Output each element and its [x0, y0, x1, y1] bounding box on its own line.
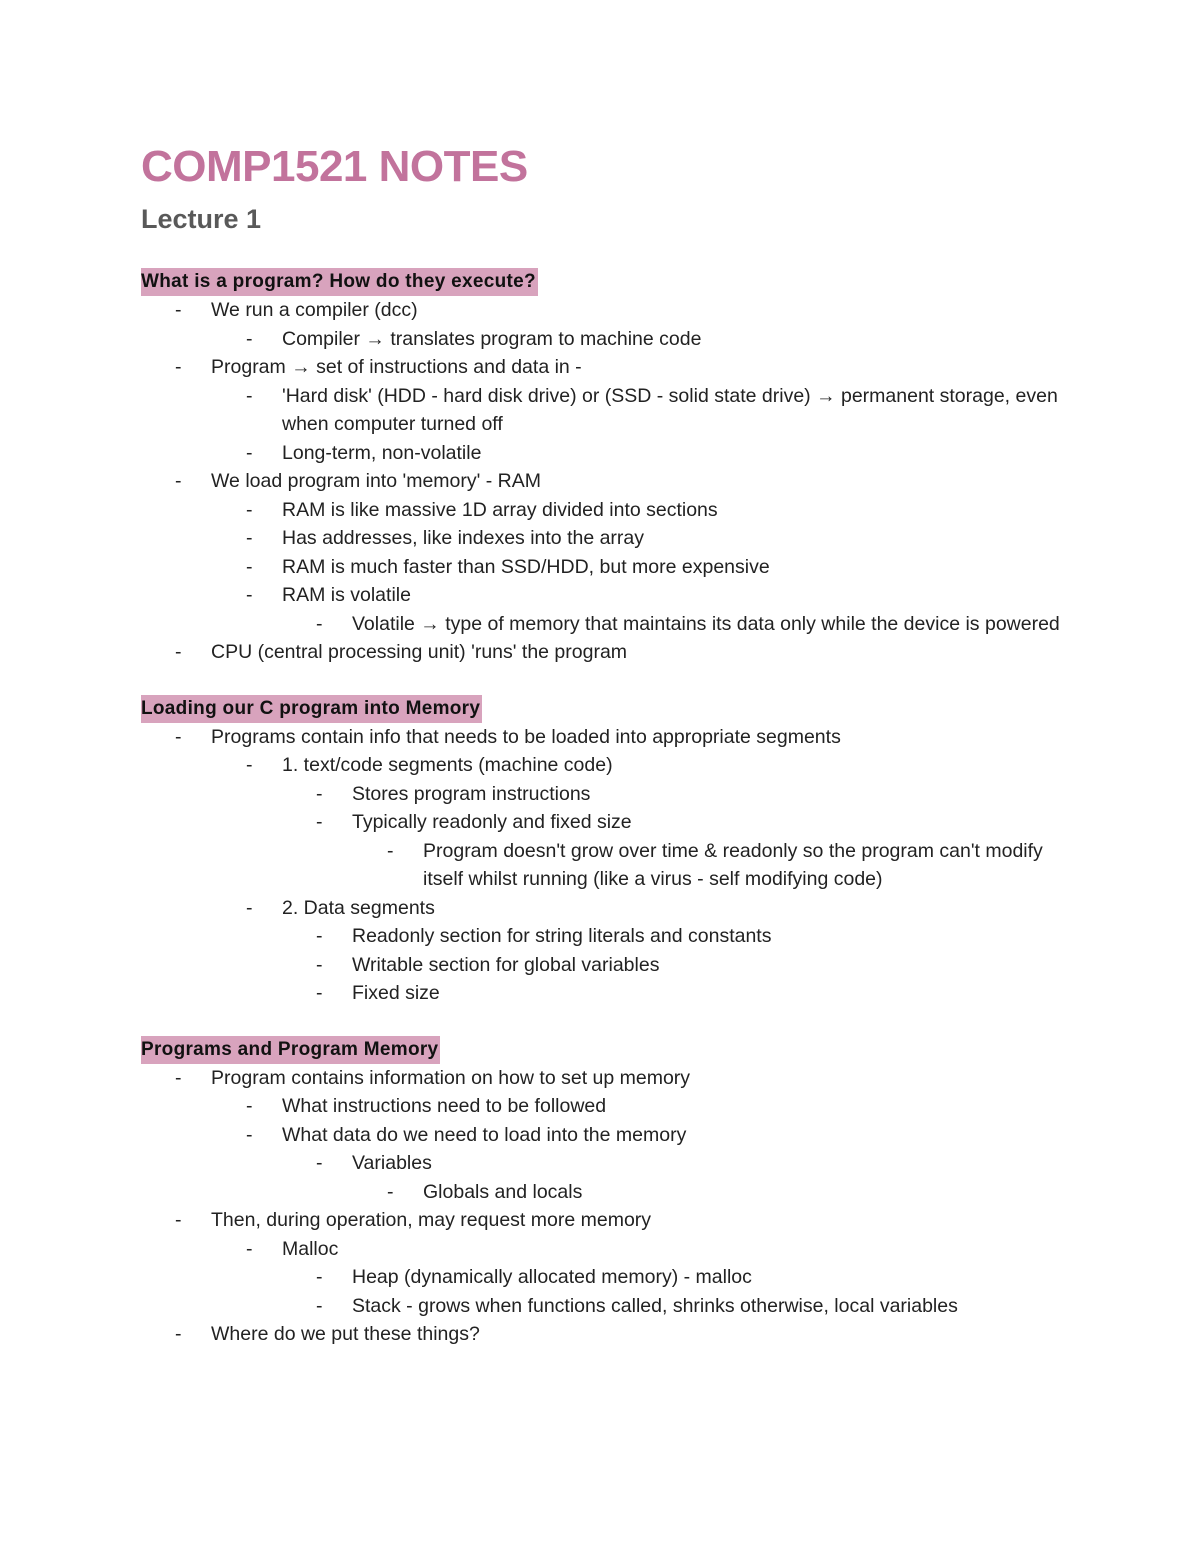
list-item: [141, 1206, 1071, 1235]
list-item: [141, 524, 1071, 553]
section-what-is-a-program: [141, 268, 1071, 667]
bullet-dash: -: [246, 384, 253, 407]
list-item-text: Volatile → type of memory that maintains its data only while the device is powered: [352, 612, 1060, 635]
list-item-text: Stack - grows when functions called, shrinks otherwise, local variables: [352, 1294, 958, 1317]
list-item-text: Writable section for global variables: [352, 953, 660, 976]
bullet-dash: -: [316, 1294, 323, 1317]
list-item: [141, 1092, 1071, 1121]
list-item-text: We run a compiler (dcc): [211, 299, 418, 321]
list-item: [141, 1064, 1071, 1093]
section-heading: Programs and Program Memory: [141, 1036, 440, 1064]
list-item-text: Program → set of instructions and data in -: [211, 356, 582, 378]
bullet-dash: -: [387, 839, 394, 862]
list-item: [141, 1178, 1071, 1207]
bullet-dash: -: [316, 925, 323, 947]
list-item: [141, 951, 1071, 980]
list-item: [141, 837, 1071, 894]
bullet-dash: -: [246, 555, 253, 578]
bullet-dash: -: [175, 1209, 182, 1231]
list-item-text: Where do we put these things?: [211, 1323, 480, 1345]
bullet-dash: -: [246, 498, 253, 521]
list-item-text: RAM is much faster than SSD/HDD, but more expensive: [282, 555, 770, 578]
list-item: [141, 1235, 1071, 1264]
bullet-dash: -: [316, 1266, 323, 1288]
list-item: [141, 581, 1071, 610]
list-item-text: What instructions need to be followed: [282, 1095, 607, 1117]
list-item-text: Programs contain info that needs to be loaded into appropriate segments: [211, 725, 841, 748]
list-item: [141, 610, 1071, 639]
list-item-text: 1. text/code segments (machine code): [282, 754, 613, 776]
bullet-dash: -: [316, 782, 323, 805]
bullet-dash: -: [246, 754, 253, 776]
bullet-dash: -: [246, 327, 253, 350]
list-item-text: What data do we need to load into the memory: [282, 1123, 687, 1146]
list-item: [141, 296, 1071, 325]
list-item-text: Heap (dynamically allocated memory) - malloc: [352, 1266, 752, 1288]
list-item: [141, 751, 1071, 780]
document-subtitle: Lecture 1: [141, 204, 262, 234]
list-item-text: Program contains information on how to set up memory: [211, 1066, 691, 1089]
list-item-text: 2. Data segments: [282, 896, 435, 919]
list-item: [141, 382, 1071, 439]
list-item: [141, 325, 1071, 354]
bullet-dash: -: [246, 584, 253, 606]
bullet-dash: -: [175, 1323, 182, 1345]
bullet-dash: -: [175, 641, 182, 663]
list-item-text: Malloc: [282, 1237, 339, 1260]
list-item: [141, 1292, 1071, 1321]
bullet-dash: -: [246, 1095, 253, 1117]
bullet-dash: -: [175, 725, 182, 748]
bullet-dash: -: [316, 953, 323, 976]
list-item: [141, 1149, 1071, 1178]
list-item-text: We load program into 'memory' - RAM: [211, 470, 542, 492]
bullet-dash: -: [246, 1123, 253, 1146]
bullet-dash: -: [316, 982, 323, 1004]
section-heading: What is a program? How do they execute?: [141, 268, 538, 296]
list-item: [141, 808, 1071, 837]
list-item-text: Program doesn't grow over time & readonly so the program can't modify itself whilst running (like a virus - self modifying code): [423, 839, 1043, 890]
bullet-dash: -: [387, 1180, 394, 1203]
list-item: [141, 638, 1071, 667]
bullet-list: [141, 296, 1071, 667]
list-item: [141, 979, 1071, 1008]
list-item: [141, 439, 1071, 468]
bullet-dash: -: [316, 811, 323, 833]
section-loading-c-program: [141, 695, 1071, 1008]
list-item: [141, 1320, 1071, 1349]
list-item-text: RAM is volatile: [282, 584, 411, 606]
list-item: [141, 723, 1071, 752]
list-item-text: Stores program instructions: [352, 782, 591, 805]
list-item-text: Compiler → translates program to machine code: [282, 327, 702, 350]
list-item: [141, 353, 1071, 382]
bullet-dash: -: [316, 1152, 323, 1174]
list-item-text: Fixed size: [352, 982, 440, 1004]
bullet-dash: -: [246, 1237, 253, 1260]
section-heading: Loading our C program into Memory: [141, 695, 482, 723]
section-program-memory: [141, 1036, 1071, 1349]
bullet-list: [141, 723, 1071, 1008]
bullet-dash: -: [175, 299, 182, 321]
bullet-dash: -: [175, 356, 182, 378]
list-item-text: Variables: [352, 1152, 432, 1174]
bullet-dash: -: [316, 612, 323, 635]
document-title: COMP1521 NOTES: [141, 142, 528, 191]
list-item-text: Globals and locals: [423, 1180, 583, 1203]
document-page: [141, 140, 1071, 1349]
bullet-list: [141, 1064, 1071, 1349]
list-item-text: 'Hard disk' (HDD - hard disk drive) or (SSD - solid state drive) → permanent storage, even when computer turned off: [282, 384, 1058, 435]
list-item-text: Readonly section for string literals and constants: [352, 925, 772, 947]
list-item: [141, 1263, 1071, 1292]
list-item: [141, 894, 1071, 923]
bullet-dash: -: [246, 896, 253, 919]
list-item: [141, 780, 1071, 809]
bullet-dash: -: [246, 527, 253, 549]
list-item-text: CPU (central processing unit) 'runs' the program: [211, 641, 628, 663]
list-item: [141, 553, 1071, 582]
list-item: [141, 467, 1071, 496]
list-item-text: RAM is like massive 1D array divided into sections: [282, 498, 718, 521]
list-item-text: Long-term, non-volatile: [282, 441, 482, 464]
bullet-dash: -: [246, 441, 253, 464]
list-item-text: Typically readonly and fixed size: [352, 811, 632, 833]
bullet-dash: -: [175, 1066, 182, 1089]
list-item: [141, 922, 1071, 951]
bullet-dash: -: [175, 470, 182, 492]
list-item-text: Has addresses, like indexes into the array: [282, 527, 645, 549]
list-item: [141, 496, 1071, 525]
list-item: [141, 1121, 1071, 1150]
list-item-text: Then, during operation, may request more memory: [211, 1209, 652, 1231]
